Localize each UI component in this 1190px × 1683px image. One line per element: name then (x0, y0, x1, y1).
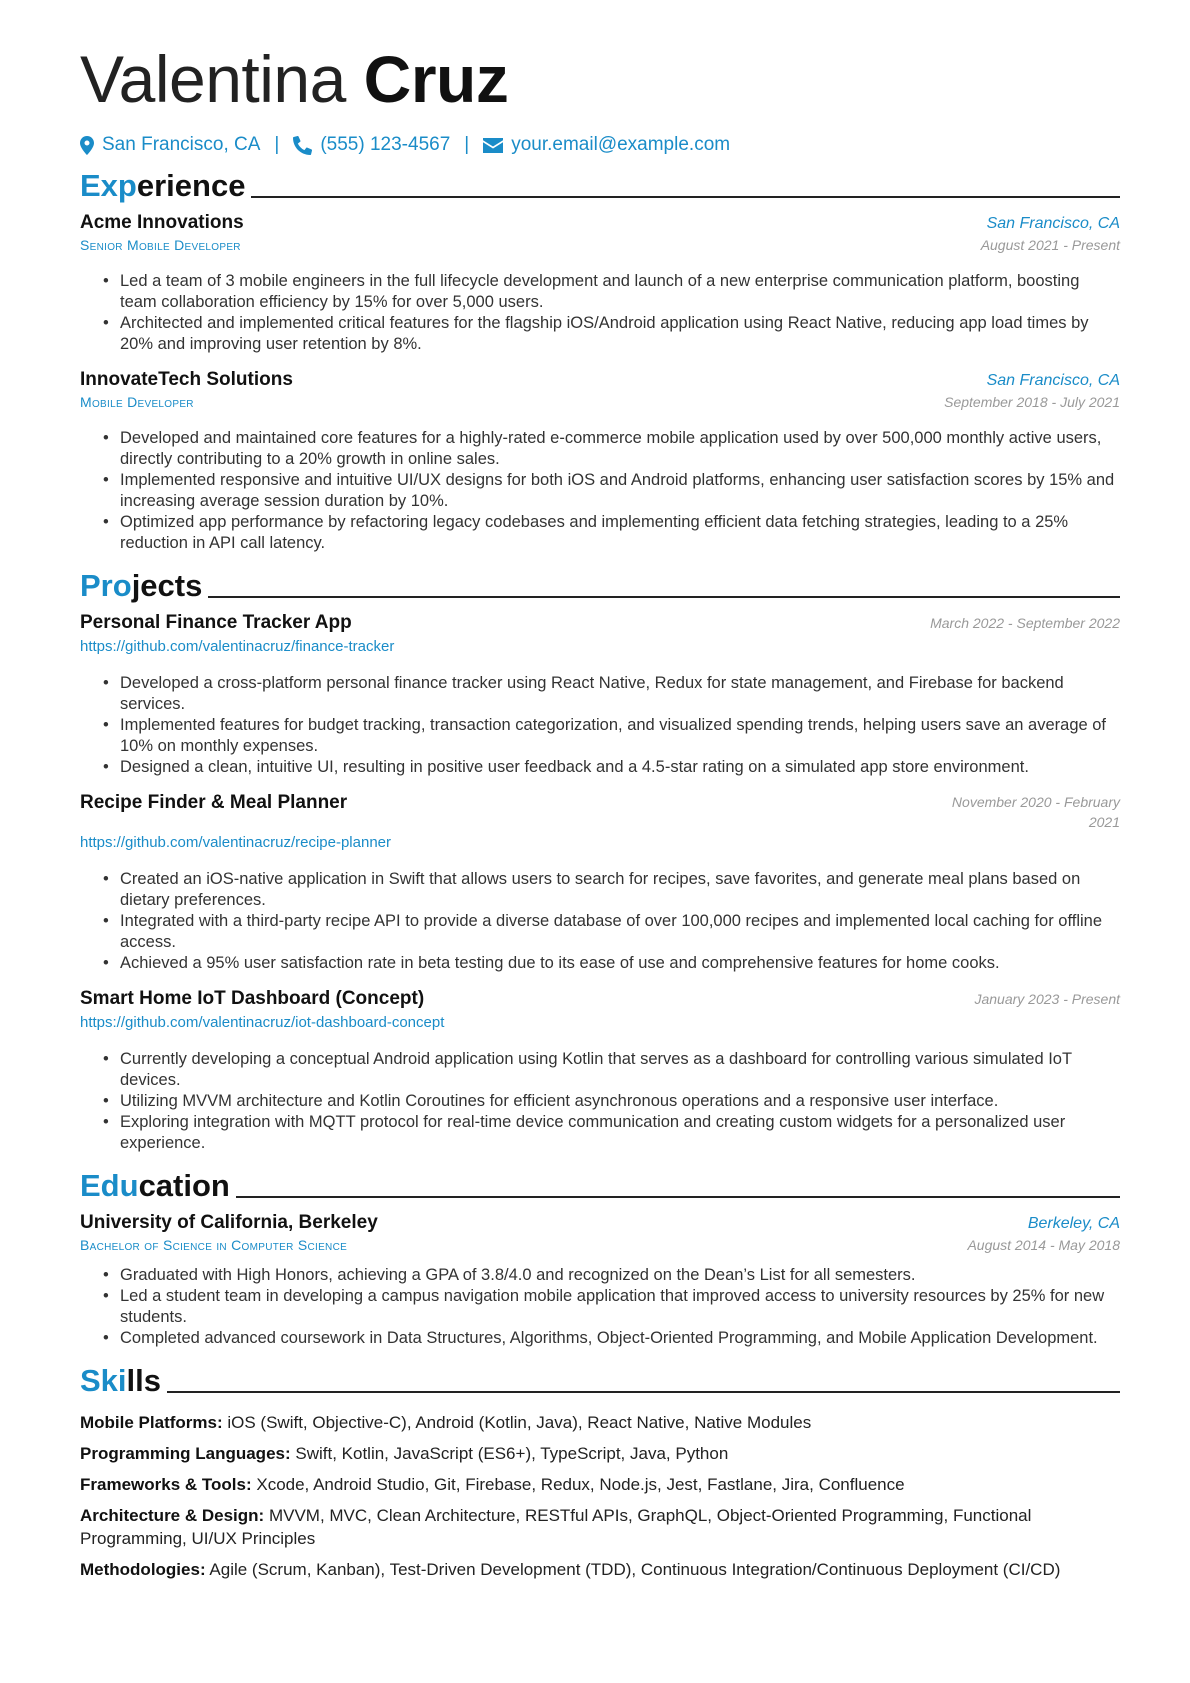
project-link[interactable]: https://github.com/valentinacruz/finance-tracker (80, 638, 395, 655)
map-pin-icon (80, 136, 94, 155)
bullet-list (80, 869, 1120, 974)
envelope-icon (483, 138, 503, 153)
bullet-item: • Implemented features for budget tracking, transaction categorization, and visualized spending trends, helping users save an average of 10% on monthly expenses. (120, 715, 1120, 757)
job-dates: August 2021 - Present (980, 237, 1120, 253)
section-education-heading (80, 1164, 1120, 1204)
contact-phone[interactable] (293, 134, 450, 156)
employer-name: Acme Innovations (80, 212, 244, 233)
skill-value: iOS (Swift, Objective-C), Android (Kotlin, Java), React Native, Native Modules (227, 1413, 812, 1432)
bullet-item: • Designed a clean, intuitive UI, resulting in positive user feedback and a 4.5-star rating on a simulated app store environment. (120, 757, 1120, 778)
bullet-list (80, 1265, 1120, 1349)
project-link[interactable]: https://github.com/valentinacruz/recipe-planner (80, 834, 392, 851)
bullet-item: • Created an iOS-native application in Swift that allows users to search for recipes, save favorites, and generate meal plans based on dietary preferences. (120, 869, 1120, 911)
skill-row (80, 1504, 1120, 1550)
skill-row (80, 1558, 1120, 1581)
skill-label: Programming Languages: (80, 1444, 291, 1463)
candidate-name (80, 38, 1120, 120)
skills-list (80, 1411, 1120, 1581)
section-title: Skills (80, 1363, 161, 1398)
school-location: Berkeley, CA (1027, 1215, 1120, 1232)
project-entry (80, 792, 1120, 974)
section-title: Projects (80, 568, 203, 603)
skill-row (80, 1473, 1120, 1496)
contact-email[interactable] (483, 134, 730, 156)
phone-text: (555) 123-4567 (320, 134, 451, 155)
bullet-item: • Completed advanced coursework in Data Structures, Algorithms, Object-Oriented Programming, and Mobile Application Development. (120, 1328, 1120, 1349)
skill-label: Frameworks & Tools: (80, 1475, 252, 1494)
project-dates: March 2022 - September 2022 (930, 615, 1120, 631)
bullet-item: • Led a team of 3 mobile engineers in the full lifecycle development and launch of a new enterprise communication platform, boosting team collaboration efficiency by 15% for over 5,000 users. (120, 271, 1120, 313)
job-location: San Francisco, CA (986, 372, 1120, 389)
section-rule (236, 1196, 1120, 1198)
project-entry (80, 612, 1120, 778)
bullet-list (80, 673, 1120, 778)
email-text: your.email@example.com (511, 134, 731, 155)
first-name: Valentina (80, 42, 346, 116)
bullet-item: • Developed a cross-platform personal finance tracker using React Native, Redux for state management, and Firebase for backend services. (120, 673, 1120, 715)
section-skills-heading (80, 1359, 1120, 1399)
skill-row (80, 1411, 1120, 1434)
bullet-item: • Integrated with a third-party recipe API to provide a diverse database of over 100,000 recipes and implemented local caching for offline access. (120, 911, 1120, 953)
job-location: San Francisco, CA (986, 215, 1120, 232)
experience-entry (80, 212, 1120, 355)
bullet-item: • Utilizing MVVM architecture and Kotlin Coroutines for efficient asynchronous operations and a responsive user interface. (120, 1091, 1120, 1112)
bullet-list (80, 428, 1120, 554)
degree-title: Bachelor of Science in Computer Science (80, 1237, 348, 1253)
skill-row (80, 1442, 1120, 1465)
bullet-item: • Architected and implemented critical features for the flagship iOS/Android application using React Native, reducing app load times by 20% and improving user retention by 8%. (120, 313, 1120, 355)
project-link[interactable]: https://github.com/valentinacruz/iot-dashboard-concept (80, 1014, 445, 1031)
skill-label: Methodologies: (80, 1560, 206, 1579)
education-entry (80, 1212, 1120, 1349)
bullet-item: • Led a student team in developing a campus navigation mobile application that improved access to university resources by 25% for new students. (120, 1286, 1120, 1328)
skill-label: Mobile Platforms: (80, 1413, 223, 1432)
bullet-item: • Graduated with High Honors, achieving a GPA of 3.8/4.0 and recognized on the Dean’s List for all semesters. (120, 1265, 1120, 1286)
section-rule (251, 196, 1120, 198)
employer-name: InnovateTech Solutions (80, 369, 293, 390)
contact-separator: | (274, 134, 280, 155)
bullet-list (80, 271, 1120, 355)
section-projects-heading (80, 564, 1120, 604)
skill-value: Agile (Scrum, Kanban), Test-Driven Development (TDD), Continuous Integration/Continuous Deployment (CI/CD) (209, 1560, 1061, 1579)
experience-entry (80, 369, 1120, 554)
education-dates: August 2014 - May 2018 (967, 1237, 1120, 1253)
bullet-item: • Currently developing a conceptual Android application using Kotlin that serves as a dashboard for controlling various simulated IoT devices. (120, 1049, 1120, 1091)
project-name: Smart Home IoT Dashboard (Concept) (80, 988, 425, 1009)
project-name: Recipe Finder & Meal Planner (80, 792, 348, 813)
location-text: San Francisco, CA (102, 134, 261, 155)
contact-separator: | (464, 134, 470, 155)
phone-icon (293, 136, 312, 155)
contact-line (80, 134, 1120, 156)
project-dates: November 2020 - February 2021 (951, 794, 1120, 830)
section-rule (208, 596, 1120, 598)
last-name: Cruz (363, 42, 509, 116)
bullet-item: • Developed and maintained core features for a highly-rated e-commerce mobile application used by over 500,000 monthly active users, directly contributing to a 20% growth in online sales. (120, 428, 1120, 470)
bullet-list (80, 1049, 1120, 1154)
bullet-item: • Implemented responsive and intuitive UI/UX designs for both iOS and Android platforms, enhancing user satisfaction scores by 15% and increasing average session duration by 10%. (120, 470, 1120, 512)
section-title: Education (80, 1168, 230, 1203)
job-dates: September 2018 - July 2021 (944, 394, 1120, 410)
resume-page (80, 38, 1120, 1589)
skill-label: Architecture & Design: (80, 1506, 265, 1525)
skill-value: Swift, Kotlin, JavaScript (ES6+), TypeScript, Java, Python (295, 1444, 729, 1463)
project-entry (80, 988, 1120, 1154)
skill-value: Xcode, Android Studio, Git, Firebase, Redux, Node.js, Jest, Fastlane, Jira, Confluence (256, 1475, 905, 1494)
section-rule (167, 1391, 1120, 1393)
section-title: Experience (80, 168, 246, 203)
job-title: Mobile Developer (80, 394, 194, 410)
bullet-item: • Achieved a 95% user satisfaction rate in beta testing due to its ease of use and comprehensive features for home cooks. (120, 953, 1120, 974)
bullet-item: • Exploring integration with MQTT protocol for real-time device communication and creating custom widgets for a personalized user experience. (120, 1112, 1120, 1154)
bullet-item: • Optimized app performance by refactoring legacy codebases and implementing efficient data fetching strategies, leading to a 25% reduction in API call latency. (120, 512, 1120, 554)
skill-value: MVVM, MVC, Clean Architecture, RESTful APIs, GraphQL, Object-Oriented Programming, Functional Programming, UI/UX Principles (80, 1506, 1032, 1548)
project-dates: January 2023 - Present (974, 991, 1120, 1007)
job-title: Senior Mobile Developer (80, 237, 241, 253)
project-name: Personal Finance Tracker App (80, 612, 352, 633)
contact-location (80, 134, 260, 156)
section-experience-heading (80, 164, 1120, 204)
school-name: University of California, Berkeley (80, 1212, 378, 1233)
